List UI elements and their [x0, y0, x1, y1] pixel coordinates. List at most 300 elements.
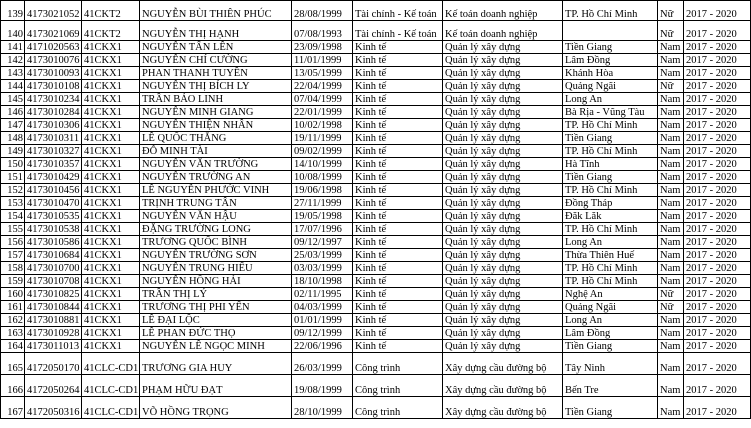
full-name-cell: LÊ QUỐC THẮNG — [140, 132, 292, 145]
table-row — [1, 353, 751, 375]
table-row — [1, 236, 751, 249]
course-cell: 2017 - 2020 — [684, 314, 751, 327]
hometown-cell: Lâm Đồng — [563, 54, 658, 67]
stt-cell: 163 — [1, 327, 25, 340]
hometown-cell: TP. Hồ Chí Minh — [563, 119, 658, 132]
course-cell: 2017 - 2020 — [684, 158, 751, 171]
course-cell: 2017 - 2020 — [684, 54, 751, 67]
stt-cell: 143 — [1, 67, 25, 80]
major-cell: Quản lý xây dựng — [443, 132, 563, 145]
class-cell: 41CKX1 — [82, 223, 140, 236]
course-cell: 2017 - 2020 — [684, 145, 751, 158]
major-cell: Quản lý xây dựng — [443, 145, 563, 158]
faculty-cell: Kinh tế — [353, 171, 443, 184]
class-cell: 41CKX1 — [82, 210, 140, 223]
stt-cell: 139 — [1, 1, 25, 21]
faculty-cell: Kinh tế — [353, 236, 443, 249]
student-id-cell: 4171020563 — [25, 41, 82, 54]
gender-cell: Nam — [658, 210, 684, 223]
full-name-cell: NGUYỄN HỒNG HẢI — [140, 275, 292, 288]
hometown-cell: Thừa Thiên Huế — [563, 249, 658, 262]
student-id-cell: 4173010700 — [25, 262, 82, 275]
table-row — [1, 375, 751, 397]
faculty-cell: Tài chính - Kế toán — [353, 1, 443, 21]
stt-cell: 156 — [1, 236, 25, 249]
class-cell: 41CKX1 — [82, 80, 140, 93]
major-cell: Quản lý xây dựng — [443, 119, 563, 132]
hometown-cell: Long An — [563, 236, 658, 249]
class-cell: 41CKX1 — [82, 119, 140, 132]
course-cell: 2017 - 2020 — [684, 301, 751, 314]
birth-date-cell: 28/08/1999 — [292, 1, 353, 21]
major-cell: Quản lý xây dựng — [443, 80, 563, 93]
hometown-cell: Tiền Giang — [563, 340, 658, 353]
stt-cell: 144 — [1, 80, 25, 93]
full-name-cell: TRẦN THỊ LÝ — [140, 288, 292, 301]
full-name-cell: TRỊNH TRUNG TÂN — [140, 197, 292, 210]
full-name-cell: NGUYỄN THỊ BÍCH LY — [140, 80, 292, 93]
class-cell: 41CKX1 — [82, 340, 140, 353]
full-name-cell: TRƯƠNG THỊ PHI YẾN — [140, 301, 292, 314]
table-row — [1, 249, 751, 262]
birth-date-cell: 10/08/1999 — [292, 171, 353, 184]
stt-cell: 164 — [1, 340, 25, 353]
full-name-cell: NGUYỄN TRƯỜNG AN — [140, 171, 292, 184]
course-cell: 2017 - 2020 — [684, 236, 751, 249]
faculty-cell: Kinh tế — [353, 145, 443, 158]
birth-date-cell: 22/04/1999 — [292, 80, 353, 93]
birth-date-cell: 13/05/1999 — [292, 67, 353, 80]
birth-date-cell: 09/12/1999 — [292, 327, 353, 340]
table-row — [1, 301, 751, 314]
faculty-cell: Kinh tế — [353, 288, 443, 301]
class-cell: 41CKT2 — [82, 1, 140, 21]
stt-cell: 152 — [1, 184, 25, 197]
hometown-cell: Long An — [563, 93, 658, 106]
stt-cell: 159 — [1, 275, 25, 288]
birth-date-cell: 19/08/1999 — [292, 375, 353, 397]
hometown-cell: TP. Hồ Chí Minh — [563, 145, 658, 158]
table-row — [1, 80, 751, 93]
student-id-cell: 4173010306 — [25, 119, 82, 132]
major-cell: Quản lý xây dựng — [443, 197, 563, 210]
table-row — [1, 21, 751, 41]
stt-cell: 140 — [1, 21, 25, 41]
full-name-cell: LÊ ĐẠI LỘC — [140, 314, 292, 327]
birth-date-cell: 09/12/1997 — [292, 236, 353, 249]
student-id-cell: 4173010881 — [25, 314, 82, 327]
class-cell: 41CKX1 — [82, 54, 140, 67]
hometown-cell: Tiền Giang — [563, 41, 658, 54]
hometown-cell: TP. Hồ Chí Minh — [563, 1, 658, 21]
stt-cell: 154 — [1, 210, 25, 223]
stt-cell: 167 — [1, 397, 25, 419]
stt-cell: 147 — [1, 119, 25, 132]
birth-date-cell: 26/03/1999 — [292, 353, 353, 375]
course-cell: 2017 - 2020 — [684, 397, 751, 419]
table-row — [1, 327, 751, 340]
student-table-body — [1, 1, 751, 419]
stt-cell: 146 — [1, 106, 25, 119]
class-cell: 41CKX1 — [82, 145, 140, 158]
course-cell: 2017 - 2020 — [684, 93, 751, 106]
course-cell: 2017 - 2020 — [684, 327, 751, 340]
class-cell: 41CKX1 — [82, 106, 140, 119]
stt-cell: 142 — [1, 54, 25, 67]
major-cell: Quản lý xây dựng — [443, 236, 563, 249]
table-row — [1, 119, 751, 132]
stt-cell: 158 — [1, 262, 25, 275]
course-cell: 2017 - 2020 — [684, 119, 751, 132]
major-cell: Quản lý xây dựng — [443, 275, 563, 288]
major-cell: Kế toán doanh nghiệp — [443, 1, 563, 21]
class-cell: 41CKX1 — [82, 301, 140, 314]
table-row — [1, 54, 751, 67]
faculty-cell: Kinh tế — [353, 262, 443, 275]
table-row — [1, 171, 751, 184]
stt-cell: 160 — [1, 288, 25, 301]
birth-date-cell: 19/05/1998 — [292, 210, 353, 223]
major-cell: Quản lý xây dựng — [443, 314, 563, 327]
birth-date-cell: 19/11/1999 — [292, 132, 353, 145]
full-name-cell: PHAN THANH TUYỀN — [140, 67, 292, 80]
faculty-cell: Tài chính - Kế toán — [353, 21, 443, 41]
hometown-cell: TP. Hồ Chí Minh — [563, 262, 658, 275]
major-cell: Quản lý xây dựng — [443, 249, 563, 262]
course-cell: 2017 - 2020 — [684, 210, 751, 223]
faculty-cell: Kinh tế — [353, 132, 443, 145]
gender-cell: Nam — [658, 236, 684, 249]
gender-cell: Nữ — [658, 301, 684, 314]
major-cell: Xây dựng cầu đường bộ — [443, 375, 563, 397]
hometown-cell: Tây Ninh — [563, 353, 658, 375]
class-cell: 41CKX1 — [82, 249, 140, 262]
course-cell: 2017 - 2020 — [684, 1, 751, 21]
table-row — [1, 106, 751, 119]
table-row — [1, 340, 751, 353]
student-id-cell: 4173010928 — [25, 327, 82, 340]
faculty-cell: Kinh tế — [353, 210, 443, 223]
gender-cell: Nam — [658, 249, 684, 262]
major-cell: Quản lý xây dựng — [443, 54, 563, 67]
class-cell: 41CKX1 — [82, 275, 140, 288]
gender-cell: Nam — [658, 67, 684, 80]
course-cell: 2017 - 2020 — [684, 288, 751, 301]
hometown-cell: Lâm Đồng — [563, 327, 658, 340]
course-cell: 2017 - 2020 — [684, 262, 751, 275]
full-name-cell: NGUYỄN VĂN TRƯỜNG — [140, 158, 292, 171]
gender-cell: Nữ — [658, 288, 684, 301]
student-id-cell: 4173010684 — [25, 249, 82, 262]
major-cell: Quản lý xây dựng — [443, 41, 563, 54]
major-cell: Quản lý xây dựng — [443, 301, 563, 314]
gender-cell: Nam — [658, 375, 684, 397]
class-cell: 41CKX1 — [82, 132, 140, 145]
full-name-cell: ĐẶNG TRƯỜNG LONG — [140, 223, 292, 236]
student-id-cell: 4173010108 — [25, 80, 82, 93]
full-name-cell: ĐỖ MINH TÀI — [140, 145, 292, 158]
stt-cell: 165 — [1, 353, 25, 375]
faculty-cell: Công trình — [353, 353, 443, 375]
full-name-cell: TRƯƠNG QUỐC BÌNH — [140, 236, 292, 249]
full-name-cell: LÊ NGUYỄN PHƯỚC VINH — [140, 184, 292, 197]
class-cell: 41CKX1 — [82, 288, 140, 301]
major-cell: Quản lý xây dựng — [443, 158, 563, 171]
gender-cell: Nam — [658, 340, 684, 353]
class-cell: 41CKX1 — [82, 93, 140, 106]
stt-cell: 151 — [1, 171, 25, 184]
faculty-cell: Kinh tế — [353, 158, 443, 171]
full-name-cell: NGUYỄN TẤN LÊN — [140, 41, 292, 54]
table-row — [1, 262, 751, 275]
student-id-cell: 4173010093 — [25, 67, 82, 80]
hometown-cell: Đăk Lăk — [563, 210, 658, 223]
birth-date-cell: 25/03/1999 — [292, 249, 353, 262]
class-cell: 41CLC-CD1 — [82, 353, 140, 375]
birth-date-cell: 09/02/1999 — [292, 145, 353, 158]
hometown-cell: Bà Rịa - Vũng Tàu — [563, 106, 658, 119]
major-cell: Kế toán doanh nghiệp — [443, 21, 563, 41]
gender-cell: Nam — [658, 119, 684, 132]
major-cell: Quản lý xây dựng — [443, 223, 563, 236]
hometown-cell: Quảng Ngãi — [563, 301, 658, 314]
table-row — [1, 275, 751, 288]
hometown-cell: TP. Hồ Chí Minh — [563, 223, 658, 236]
gender-cell: Nữ — [658, 80, 684, 93]
full-name-cell: TRẦN BẢO LINH — [140, 93, 292, 106]
faculty-cell: Kinh tế — [353, 223, 443, 236]
class-cell: 41CLC-CD1 — [82, 397, 140, 419]
birth-date-cell: 14/10/1999 — [292, 158, 353, 171]
student-id-cell: 4173010538 — [25, 223, 82, 236]
faculty-cell: Kinh tế — [353, 249, 443, 262]
gender-cell: Nam — [658, 132, 684, 145]
birth-date-cell: 28/10/1999 — [292, 397, 353, 419]
full-name-cell: NGUYỄN THIỆN NHÂN — [140, 119, 292, 132]
major-cell: Quản lý xây dựng — [443, 340, 563, 353]
hometown-cell: Tiền Giang — [563, 171, 658, 184]
hometown-cell: Khánh Hòa — [563, 67, 658, 80]
full-name-cell: LÊ PHAN ĐỨC THỌ — [140, 327, 292, 340]
table-row — [1, 1, 751, 21]
student-id-cell: 4173010076 — [25, 54, 82, 67]
class-cell: 41CKX1 — [82, 197, 140, 210]
class-cell: 41CKX1 — [82, 327, 140, 340]
hometown-cell: Đồng Tháp — [563, 197, 658, 210]
full-name-cell: TRƯƠNG GIA HUY — [140, 353, 292, 375]
student-id-cell: 4173010844 — [25, 301, 82, 314]
faculty-cell: Kinh tế — [353, 67, 443, 80]
hometown-cell: Bến Tre — [563, 375, 658, 397]
major-cell: Quản lý xây dựng — [443, 288, 563, 301]
hometown-cell: Nghệ An — [563, 288, 658, 301]
stt-cell: 150 — [1, 158, 25, 171]
full-name-cell: NGUYỄN THỊ HẠNH — [140, 21, 292, 41]
full-name-cell: NGUYỄN LÊ NGỌC MINH — [140, 340, 292, 353]
table-row — [1, 184, 751, 197]
gender-cell: Nam — [658, 41, 684, 54]
faculty-cell: Công trình — [353, 397, 443, 419]
stt-cell: 148 — [1, 132, 25, 145]
gender-cell: Nam — [658, 314, 684, 327]
table-row — [1, 41, 751, 54]
faculty-cell: Kinh tế — [353, 275, 443, 288]
full-name-cell: NGUYỄN MINH GIANG — [140, 106, 292, 119]
birth-date-cell: 01/01/1999 — [292, 314, 353, 327]
course-cell: 2017 - 2020 — [684, 275, 751, 288]
table-row — [1, 314, 751, 327]
table-row — [1, 132, 751, 145]
gender-cell: Nam — [658, 223, 684, 236]
gender-cell: Nam — [658, 106, 684, 119]
major-cell: Quản lý xây dựng — [443, 93, 563, 106]
hometown-cell — [563, 21, 658, 41]
student-id-cell: 4173021069 — [25, 21, 82, 41]
table-row — [1, 288, 751, 301]
major-cell: Quản lý xây dựng — [443, 171, 563, 184]
student-id-cell: 4173010470 — [25, 197, 82, 210]
stt-cell: 166 — [1, 375, 25, 397]
gender-cell: Nam — [658, 93, 684, 106]
stt-cell: 153 — [1, 197, 25, 210]
hometown-cell: TP. Hồ Chí Minh — [563, 184, 658, 197]
hometown-cell: Tiền Giang — [563, 397, 658, 419]
course-cell: 2017 - 2020 — [684, 197, 751, 210]
class-cell: 41CKX1 — [82, 184, 140, 197]
gender-cell: Nam — [658, 327, 684, 340]
birth-date-cell: 07/08/1993 — [292, 21, 353, 41]
gender-cell: Nam — [658, 353, 684, 375]
major-cell: Quản lý xây dựng — [443, 106, 563, 119]
stt-cell: 162 — [1, 314, 25, 327]
major-cell: Quản lý xây dựng — [443, 67, 563, 80]
course-cell: 2017 - 2020 — [684, 80, 751, 93]
birth-date-cell: 23/09/1998 — [292, 41, 353, 54]
student-id-cell: 4173010429 — [25, 171, 82, 184]
birth-date-cell: 11/01/1999 — [292, 54, 353, 67]
gender-cell: Nam — [658, 397, 684, 419]
faculty-cell: Kinh tế — [353, 184, 443, 197]
major-cell: Quản lý xây dựng — [443, 210, 563, 223]
full-name-cell: NGUYỄN CHÍ CƯỜNG — [140, 54, 292, 67]
course-cell: 2017 - 2020 — [684, 132, 751, 145]
table-row — [1, 197, 751, 210]
major-cell: Xây dựng cầu đường bộ — [443, 353, 563, 375]
gender-cell: Nam — [658, 171, 684, 184]
faculty-cell: Kinh tế — [353, 314, 443, 327]
birth-date-cell: 18/10/1998 — [292, 275, 353, 288]
student-id-cell: 4173010234 — [25, 93, 82, 106]
table-row — [1, 158, 751, 171]
gender-cell: Nam — [658, 262, 684, 275]
major-cell: Quản lý xây dựng — [443, 327, 563, 340]
full-name-cell: NGUYỄN TRƯỜNG SƠN — [140, 249, 292, 262]
course-cell: 2017 - 2020 — [684, 21, 751, 41]
stt-cell: 141 — [1, 41, 25, 54]
faculty-cell: Kinh tế — [353, 119, 443, 132]
full-name-cell: PHẠM HỮU ĐẠT — [140, 375, 292, 397]
course-cell: 2017 - 2020 — [684, 249, 751, 262]
faculty-cell: Kinh tế — [353, 340, 443, 353]
birth-date-cell: 02/11/1995 — [292, 288, 353, 301]
gender-cell: Nữ — [658, 1, 684, 21]
course-cell: 2017 - 2020 — [684, 353, 751, 375]
table-row — [1, 67, 751, 80]
student-id-cell: 4173021052 — [25, 1, 82, 21]
stt-cell: 161 — [1, 301, 25, 314]
major-cell: Quản lý xây dựng — [443, 262, 563, 275]
birth-date-cell: 03/03/1999 — [292, 262, 353, 275]
table-row — [1, 210, 751, 223]
faculty-cell: Kinh tế — [353, 301, 443, 314]
gender-cell: Nam — [658, 184, 684, 197]
faculty-cell: Kinh tế — [353, 197, 443, 210]
class-cell: 41CKX1 — [82, 314, 140, 327]
hometown-cell: Hà Tĩnh — [563, 158, 658, 171]
class-cell: 41CLC-CD1 — [82, 375, 140, 397]
stt-cell: 145 — [1, 93, 25, 106]
course-cell: 2017 - 2020 — [684, 340, 751, 353]
faculty-cell: Kinh tế — [353, 106, 443, 119]
student-id-cell: 4173011013 — [25, 340, 82, 353]
hometown-cell: Long An — [563, 314, 658, 327]
stt-cell: 157 — [1, 249, 25, 262]
gender-cell: Nam — [658, 158, 684, 171]
student-id-cell: 4173010708 — [25, 275, 82, 288]
course-cell: 2017 - 2020 — [684, 41, 751, 54]
birth-date-cell: 22/01/1999 — [292, 106, 353, 119]
class-cell: 41CKX1 — [82, 236, 140, 249]
gender-cell: Nam — [658, 145, 684, 158]
class-cell: 41CKX1 — [82, 158, 140, 171]
student-id-cell: 4173010327 — [25, 145, 82, 158]
hometown-cell: TP. Hồ Chí Minh — [563, 275, 658, 288]
student-id-cell: 4173010586 — [25, 236, 82, 249]
class-cell: 41CKX1 — [82, 262, 140, 275]
class-cell: 41CKT2 — [82, 21, 140, 41]
faculty-cell: Kinh tế — [353, 41, 443, 54]
gender-cell: Nam — [658, 275, 684, 288]
hometown-cell: Tiền Giang — [563, 132, 658, 145]
birth-date-cell: 07/04/1999 — [292, 93, 353, 106]
course-cell: 2017 - 2020 — [684, 375, 751, 397]
student-id-cell: 4172050316 — [25, 397, 82, 419]
birth-date-cell: 22/06/1996 — [292, 340, 353, 353]
stt-cell: 155 — [1, 223, 25, 236]
course-cell: 2017 - 2020 — [684, 171, 751, 184]
table-row — [1, 223, 751, 236]
faculty-cell: Công trình — [353, 375, 443, 397]
faculty-cell: Kinh tế — [353, 327, 443, 340]
major-cell: Xây dựng cầu đường bộ — [443, 397, 563, 419]
student-id-cell: 4173010284 — [25, 106, 82, 119]
class-cell: 41CKX1 — [82, 41, 140, 54]
birth-date-cell: 10/02/1998 — [292, 119, 353, 132]
faculty-cell: Kinh tế — [353, 54, 443, 67]
table-row — [1, 93, 751, 106]
student-id-cell: 4173010357 — [25, 158, 82, 171]
course-cell: 2017 - 2020 — [684, 67, 751, 80]
gender-cell: Nam — [658, 54, 684, 67]
full-name-cell: NGUYỄN BÙI THIÊN PHÚC — [140, 1, 292, 21]
table-row — [1, 397, 751, 419]
student-id-cell: 4173010456 — [25, 184, 82, 197]
student-id-cell: 4173010535 — [25, 210, 82, 223]
stt-cell: 149 — [1, 145, 25, 158]
full-name-cell: NGUYỄN VĂN HẬU — [140, 210, 292, 223]
class-cell: 41CKX1 — [82, 171, 140, 184]
gender-cell: Nữ — [658, 21, 684, 41]
